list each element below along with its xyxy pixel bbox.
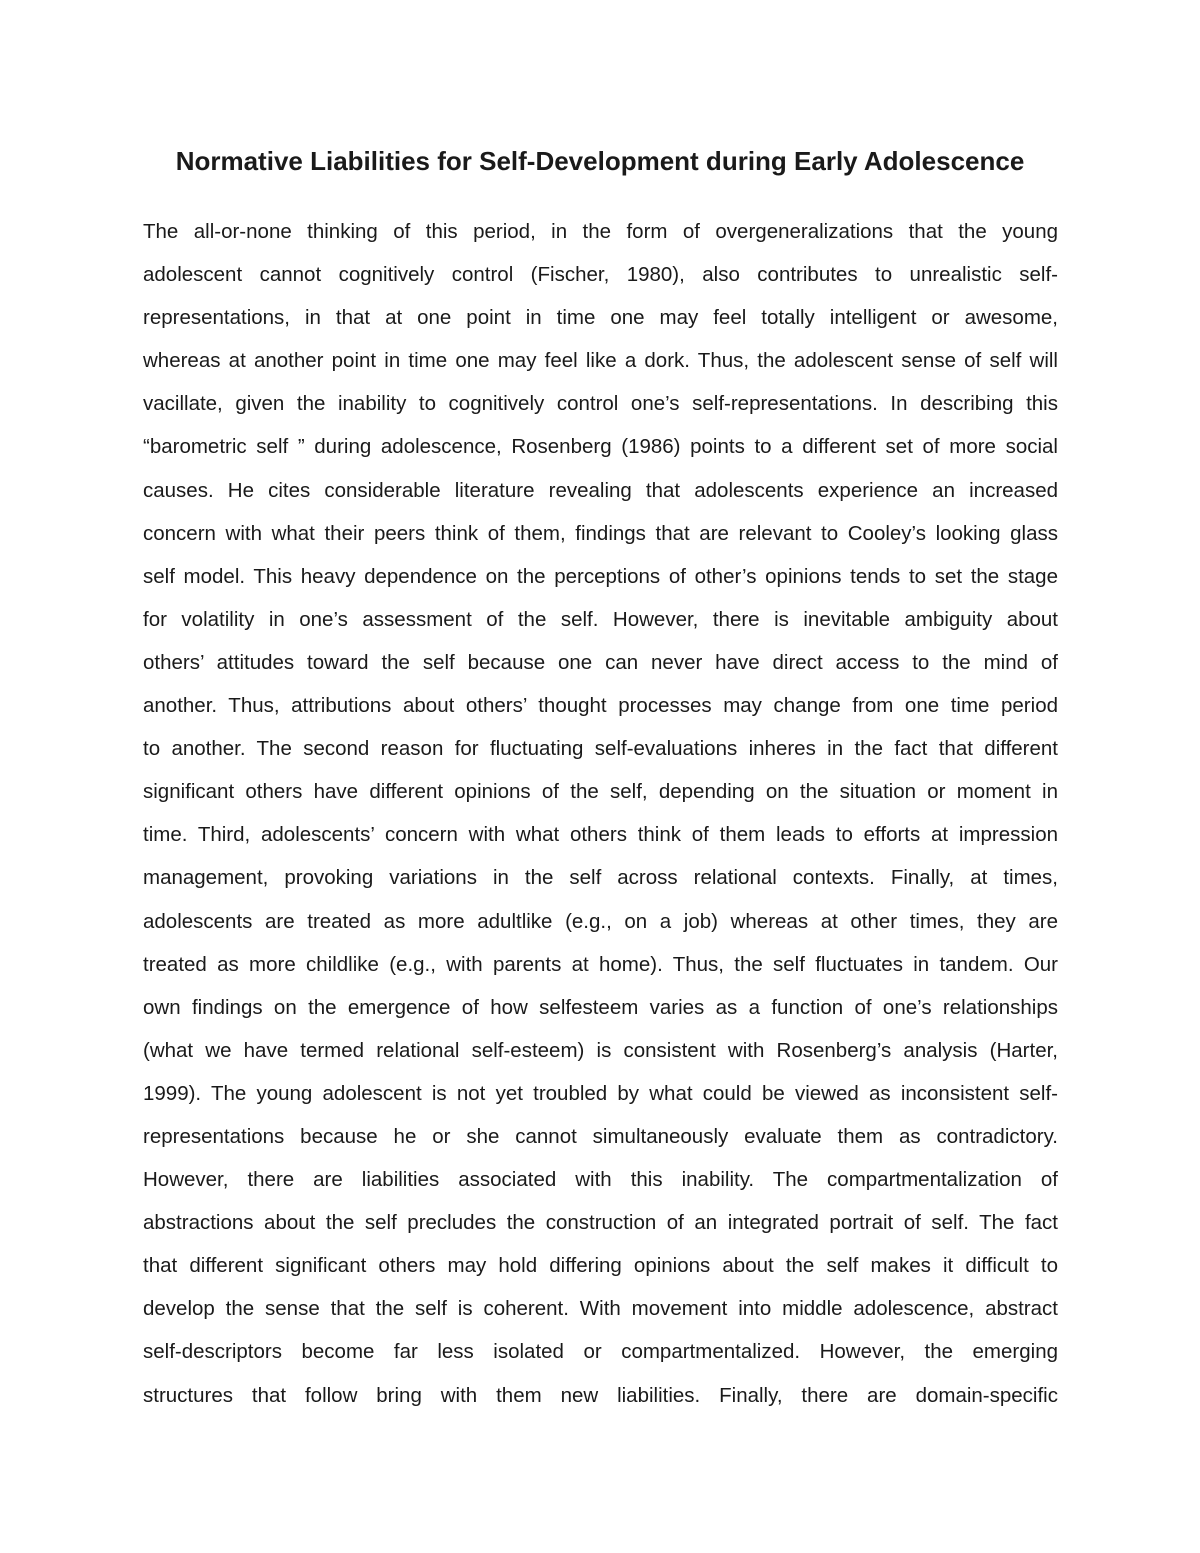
text-line: self-descriptors become far less isolated or compartmentalized. However, the emerging (143, 1340, 1058, 1364)
text-line: another. Thus, attributions about others’ thought processes may change from one time period (143, 694, 1058, 718)
text-line: whereas at another point in time one may feel like a dork. Thus, the adolescent sense of self will (143, 349, 1058, 373)
text-line: that different significant others may hold differing opinions about the self makes it difficult to (143, 1254, 1058, 1278)
text-line: to another. The second reason for fluctuating self-evaluations inheres in the fact that different (143, 737, 1058, 761)
text-line: time. Third, adolescents’ concern with what others think of them leads to efforts at impression (143, 823, 1058, 847)
text-line: concern with what their peers think of them, findings that are relevant to Cooley’s looking glass (143, 521, 1058, 545)
text-line: self model. This heavy dependence on the perceptions of other’s opinions tends to set the stage (143, 564, 1058, 588)
body-paragraph (143, 210, 1058, 1417)
text-line: treated as more childlike (e.g., with parents at home). Thus, the self fluctuates in tandem. Our (143, 952, 1058, 976)
text-line: management, provoking variations in the self across relational contexts. Finally, at times, (143, 866, 1058, 890)
text-line: However, there are liabilities associated with this inability. The compartmentalization of (143, 1168, 1058, 1192)
page-title: Normative Liabilities for Self-Development during Early Adolescence (175, 146, 1025, 176)
text-line: own findings on the emergence of how selfesteem varies as a function of one’s relationships (143, 995, 1058, 1019)
text-line: for volatility in one’s assessment of the self. However, there is inevitable ambiguity about (143, 607, 1058, 631)
text-line: abstractions about the self precludes the construction of an integrated portrait of self. The fact (143, 1211, 1058, 1235)
text-line: 1999). The young adolescent is not yet troubled by what could be viewed as inconsistent self- (143, 1081, 1058, 1105)
text-line: adolescent cannot cognitively control (Fischer, 1980), also contributes to unrealistic self- (143, 263, 1058, 287)
text-line: The all-or-none thinking of this period, in the form of overgeneralizations that the young (143, 220, 1058, 243)
text-line: (what we have termed relational self-esteem) is consistent with Rosenberg’s analysis (Harter, (143, 1038, 1058, 1062)
text-line: causes. He cites considerable literature revealing that adolescents experience an increased (143, 478, 1058, 502)
text-line: representations because he or she cannot simultaneously evaluate them as contradictory. (143, 1124, 1058, 1148)
text-line: vacillate, given the inability to cognitively control one’s self-representations. In describing this (143, 392, 1058, 416)
text-line: representations, in that at one point in time one may feel totally intelligent or awesome, (143, 306, 1058, 330)
text-line: develop the sense that the self is coherent. With movement into middle adolescence, abstract (143, 1297, 1058, 1321)
text-line: others’ attitudes toward the self because one can never have direct access to the mind of (143, 650, 1058, 674)
text-line: structures that follow bring with them new liabilities. Finally, there are domain-specific (143, 1383, 1058, 1407)
text-line: “barometric self ” during adolescence, Rosenberg (1986) points to a different set of more social (143, 435, 1058, 459)
text-line: adolescents are treated as more adultlike (e.g., on a job) whereas at other times, they are (143, 909, 1058, 933)
text-line: significant others have different opinions of the self, depending on the situation or moment in (143, 780, 1058, 804)
